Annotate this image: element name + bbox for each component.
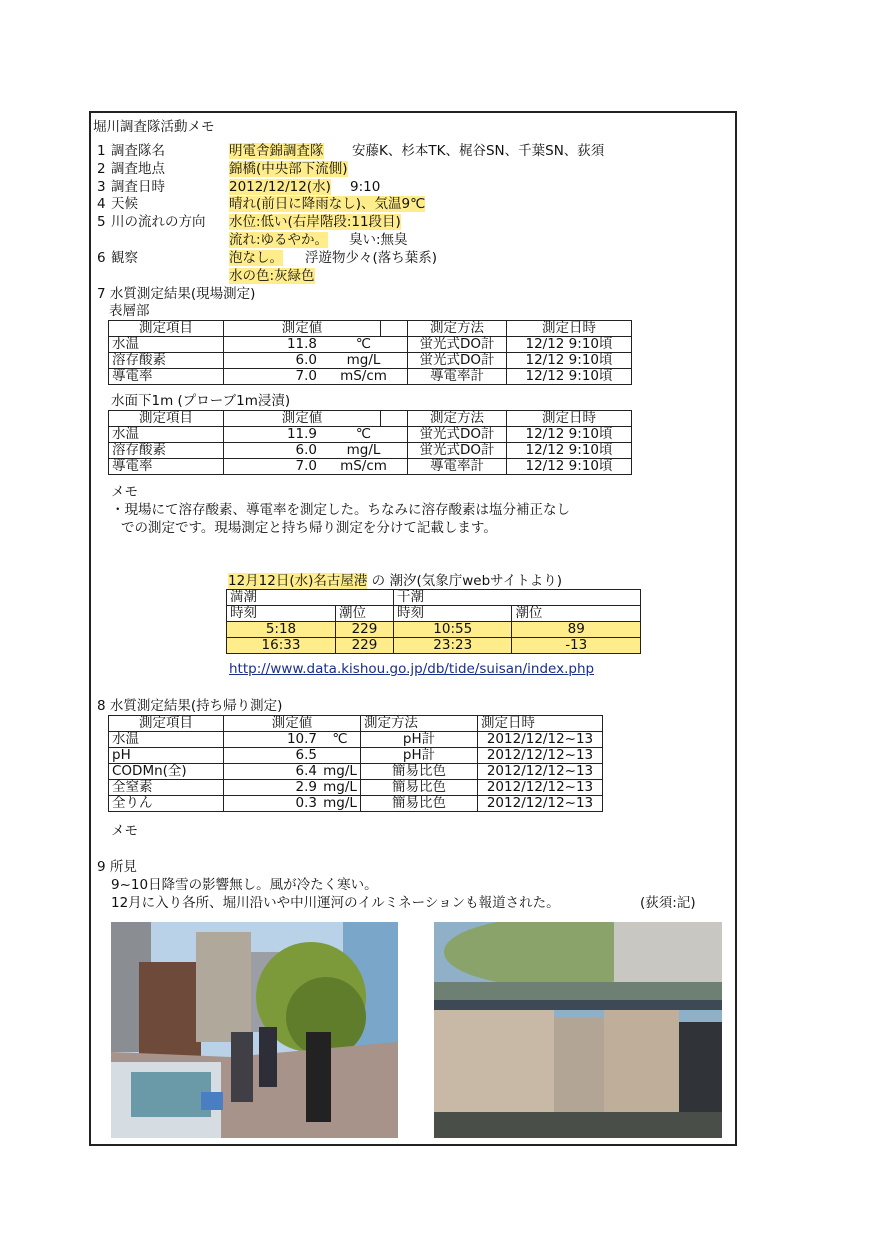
low-tide-header: 干潮 [394, 590, 641, 606]
table-row: 溶存酸素 6.0 mg/L 蛍光式DO計 12/12 9:10頃 [109, 353, 632, 369]
section9-line2: 12月に入り各所、堀川沿いや中川運河のイルミネーションも報道された。 [111, 895, 560, 911]
lab-table [108, 715, 603, 812]
item-3-value: 2012/12/12(水) [229, 179, 331, 195]
col-item-header: 測定項目 [109, 321, 224, 337]
item-6-value: 泡なし。 [229, 250, 283, 266]
memo-title: 堀川調査隊活動メモ [93, 119, 215, 135]
item-4-number: 4 [97, 196, 106, 212]
table-header-row: 測定項目 測定値 測定方法 測定日時 [109, 716, 603, 732]
col-method-header: 測定方法 [408, 321, 507, 337]
tide-title-highlight: 12月12日(水)名古屋港 [228, 573, 368, 589]
section7-memo-line1: ・現場にて溶存酸素、導電率を測定した。ちなみに溶存酸素は塩分補正なし [111, 502, 570, 518]
item-5-number: 5 [97, 214, 106, 230]
item-5-value2: 流れ:ゆるやか。 [229, 232, 329, 248]
item-1-extra: 安藤K、杉本TK、梶谷SN、千葉SN、荻須 [352, 143, 605, 159]
item-4-label: 天候 [111, 196, 138, 212]
item-6-value2: 水の色:灰緑色 [229, 268, 315, 284]
table-row: CODMn(全) 6.4 mg/L 簡易比色 2012/12/12~13 [109, 764, 603, 780]
item-3-extra: 9:10 [350, 179, 381, 195]
section9-heading: 9 所見 [97, 859, 137, 875]
item-1-value: 明電舎錦調査隊 [229, 143, 324, 159]
table-row: pH 6.5 pH計 2012/12/12~13 [109, 748, 603, 764]
section8-memo-label: メモ [111, 823, 138, 839]
item-1-number: 1 [97, 143, 106, 159]
table-header-row [109, 321, 632, 337]
section7-memo-line2: での測定です。現場測定と持ち帰り測定を分けて記載します。 [121, 520, 497, 536]
table-row: 溶存酸素 6.0 mg/L 蛍光式DO計 12/12 9:10頃 [109, 443, 632, 459]
tide-title [228, 573, 562, 589]
table-row: 水温 10.7 ℃ pH計 2012/12/12~13 [109, 732, 603, 748]
col-date-header: 測定日時 [507, 321, 632, 337]
tide-title-rest: の 潮汐(気象庁webサイトより) [367, 573, 562, 589]
item-3-label: 調査日時 [111, 179, 165, 195]
item-3-number: 3 [97, 179, 106, 195]
item-2-value: 錦橋(中央部下流側) [229, 161, 348, 177]
section9-line1: 9~10日降雪の影響無し。風が冷たく寒い。 [111, 877, 378, 893]
item-1-label: 調査隊名 [111, 143, 165, 159]
table-row: 水温 11.9 ℃ 蛍光式DO計 12/12 9:10頃 [109, 427, 632, 443]
item-5-value: 水位:低い(右岸階段:11段目) [229, 214, 401, 230]
item-6-number: 6 [97, 250, 106, 266]
site-photo-right [434, 922, 722, 1138]
surface-label: 表層部 [109, 303, 150, 319]
section7-heading: 7 水質測定結果(現場測定) [97, 286, 256, 302]
tide-table: 満潮 干潮 時刻 潮位 時刻 潮位 5:18 229 10:55 89 16:33 229 23:23 -13 [226, 589, 641, 654]
sub-surface-table [108, 410, 632, 475]
tide-source-link[interactable]: http://www.data.kishou.go.jp/db/tide/suisan/index.php [229, 661, 595, 677]
table-row: 導電率 7.0 mS/cm 導電率計 12/12 9:10頃 [109, 459, 632, 475]
high-tide-header: 満潮 [227, 590, 394, 606]
sub-surface-label: 水面下1m (プローブ1m浸漬) [111, 393, 291, 409]
table-row: 5:18 229 10:55 89 [227, 622, 641, 638]
item-6-label: 観察 [111, 250, 138, 266]
table-row: 全りん 0.3 mg/L 簡易比色 2012/12/12~13 [109, 796, 603, 812]
surface-table [108, 320, 632, 385]
table-header-row: 測定項目 測定値 測定方法 測定日時 [109, 411, 632, 427]
item-2-label: 調査地点 [111, 161, 165, 177]
site-photo-left [111, 922, 398, 1138]
table-row: 全窒素 2.9 mg/L 簡易比色 2012/12/12~13 [109, 780, 603, 796]
item-5-label: 川の流れの方向 [111, 214, 206, 230]
item-6-extra: 浮遊物少々(落ち葉系) [305, 250, 438, 266]
table-row: 水温 11.8 ℃ 蛍光式DO計 12/12 9:10頃 [109, 337, 632, 353]
table-row: 16:33 229 23:23 -13 [227, 638, 641, 654]
item-4-value: 晴れ(前日に降雨なし)、気温9℃ [229, 196, 426, 212]
col-value-header: 測定値 [224, 321, 381, 337]
section8-heading: 8 水質測定結果(持ち帰り測定) [97, 698, 283, 714]
table-row: 導電率 7.0 mS/cm 導電率計 12/12 9:10頃 [109, 369, 632, 385]
signature: (荻須:記) [640, 895, 696, 911]
item-5-extra2: 臭い:無臭 [349, 232, 408, 248]
item-2-number: 2 [97, 161, 106, 177]
section7-memo-label: メモ [111, 484, 138, 500]
